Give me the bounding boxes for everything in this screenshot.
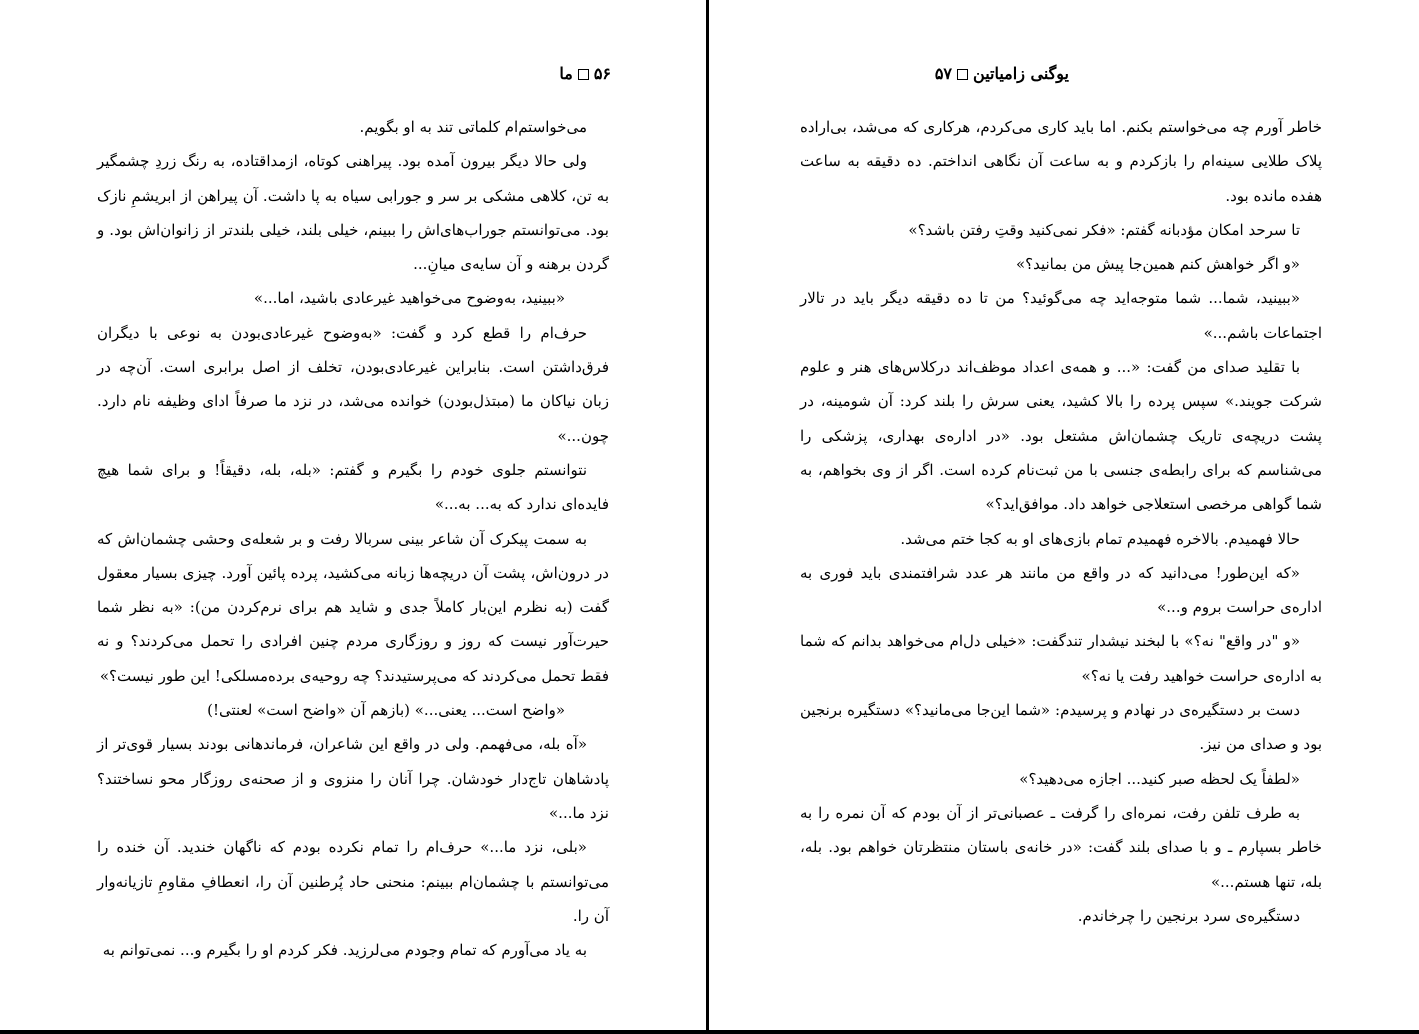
paragraph: می‌خواستم‌ام کلماتی تند به او بگویم.	[359, 118, 587, 136]
square-ornament-icon	[957, 69, 968, 80]
paragraph: دست بر دستگیره‌ی در نهادم و پرسیدم: «شما این‌جا می‌مانید؟» دستگیره برنجین بود و صدای من نیز.	[800, 701, 1322, 754]
paragraph: به طرف تلفن رفت، نمره‌ای را گرفت ـ عصبانی‌تر از آن بودم که آن نمره را به خاطر بسپارم ـ و با صدای بلند گفت: «در خانه‌ی باستان منتظرتان خواهم بود. بله، بله، تنها هستم...»	[800, 803, 1322, 891]
paragraph: «لطفاً یک لحظه صبر کنید... اجازه می‌دهید؟»	[1019, 769, 1300, 788]
paragraph: به سمت پیکرک آن شاعر بینی سربالا رفت و بر شعله‌ی وحشی چشمان‌اش که در درون‌اش، پشت آن دریچه‌ها زبانه می‌کشید، پرده پائین آورد. چیزی بسیار معقول گفت (به نظرم این‌بار کاملاً جدی و شاید هم برای نرم‌کردن من): «به نظر شما حیرت‌آور نیست که روز و روزگاری مردم چنین افرادی را تحمل می‌کردند؟ و نه فقط تحمل می‌کردند که می‌پرستیدند؟ چه روحیه‌ی برده‌مسلکی! این طور نیست؟»	[97, 529, 609, 685]
paragraph: با تقلید صدای من گفت: «... و همه‌ی اعداد موظف‌اند درکلاس‌های هنر و علوم شرکت جویند.» سپس پرده را بالا کشید، یعنی سرش را بلند کرد: آن شومینه، در پشت دریچه‌ی تاریک چشمان‌اش مشتعل بود. «در اداره‌ی بهداری، پزشکی را می‌شناسم که برای رابطه‌ی جنسی با من ثبت‌نام کرده است. اگر از وی بخواهم، به شما گواهی مرخصی استعلاجی خواهد داد. موافق‌اید؟»	[800, 358, 1322, 514]
right-page-body	[800, 110, 1322, 933]
paragraph: دستگیره‌ی سرد برنجین را چرخاندم.	[1077, 906, 1300, 925]
bottom-edge-rule	[0, 1030, 1419, 1034]
paragraph: «ببینید، به‌وضوح می‌خواهید غیرعادی باشید، اما...»	[253, 289, 565, 308]
paragraph: «واضح است... یعنی...» (بازهم آن «واضح است» لعنتی!)	[207, 701, 565, 720]
paragraph: «و "در واقع" نه؟» با لبخند نیشدار تندگفت: «خیلی دل‌ام می‌خواهد بدانم که شما به اداره‌ی حراست خواهید رفت یا نه؟»	[800, 632, 1322, 685]
left-page-number: ۵۶	[593, 64, 611, 83]
paragraph: «بلی، نزد ما...» حرف‌ام را تمام نکرده بودم که ناگهان خندید. آن خنده را می‌توانستم با چشمان‌ام ببینم: منحنی حاد پُرطنین آن را، انعطافِ مقاومِ تازیانه‌وار آن را.	[97, 838, 609, 925]
paragraph: «که این‌طور! می‌دانید که در واقع من مانند هر عدد شرافتمندی باید فوری به اداره‌ی حراست بروم و...»	[800, 563, 1322, 617]
paragraph: ولی حالا دیگر بیرون آمده بود. پیراهنی کوتاه، ازمداقتاده، به رنگ زردِ چشمگیر به تن، کلاهی مشکی بر سر و جورابی سیاه به پا داشت. آن پیراهن از ابریشمِ نازک بود. می‌توانستم جوراب‌های‌اش را ببینم، خیلی بلند، خیلی بلندتر از زانوان‌اش بود. و گردن برهنه و آن سایه‌ی میانِ...	[97, 152, 609, 274]
right-page-title: یوگنی زامیاتین	[973, 64, 1069, 83]
paragraph: حالا فهمیدم. بالاخره فهمیدم تمام بازی‌های او به کجا ختم می‌شد.	[900, 529, 1300, 548]
right-page-header	[935, 64, 1069, 83]
paragraph: به یاد می‌آورم که تمام وجودم می‌لرزید. فکر کردم او را بگیرم و... نمی‌توانم به	[102, 941, 587, 960]
right-page	[709, 0, 1419, 1030]
paragraph: «آه بله، می‌فهمم. ولی در واقع این شاعران، فرماندهانی بودند بسیار قوی‌تر از پادشاهان تاج‌دار خودشان. چرا آنان را منزوی و از صحنه‌ی روزگار محو نساختند؟ نزد ما...»	[97, 735, 609, 822]
paragraph: «و اگر خواهش کنم همین‌جا پیش من بمانید؟»	[1015, 255, 1300, 274]
paragraph: «ببینید، شما... شما متوجه‌اید چه می‌گوئید؟ من تا ده دقیقه دیگر باید در تالار اجتماعات باشم...»	[800, 289, 1322, 342]
left-page-title: ما	[559, 64, 573, 83]
left-page	[0, 0, 706, 1030]
paragraph: حرف‌ام را قطع کرد و گفت: «به‌وضوح غیرعادی‌بودن به نوعی با دیگران فرق‌داشتن است. بنابراین غیرعادی‌بودن، تخلف از اصل برابری است. آن‌چه در زبان نیاکان ما (مبتذل‌بودن) خوانده می‌شد، در نزد ما صرفاً ادای وظیفه نام دارد. چون...»	[97, 323, 609, 445]
left-page-body	[97, 110, 609, 967]
left-page-header	[559, 64, 611, 83]
right-page-number: ۵۷	[934, 64, 953, 83]
square-ornament-icon	[578, 69, 589, 80]
paragraph: تا سرحد امکان مؤدبانه گفتم: «فکر نمی‌کنید وقتِ رفتن باشد؟»	[908, 220, 1300, 239]
paragraph: نتوانستم جلوی خودم را بگیرم و گفتم: «بله، بله، دقیقاً! و برای شما هیچ فایده‌ای ندارد که به... به...»	[97, 460, 609, 514]
paragraph: خاطر آورم چه می‌خواستم بکنم. اما باید کاری می‌کردم، هرکاری که می‌شد، بی‌اراده پلاک طلایی سینه‌ام را بازکردم و به ساعت آن نگاهی انداختم. ده دقیقه به ساعت هفده مانده بود.	[800, 118, 1322, 205]
